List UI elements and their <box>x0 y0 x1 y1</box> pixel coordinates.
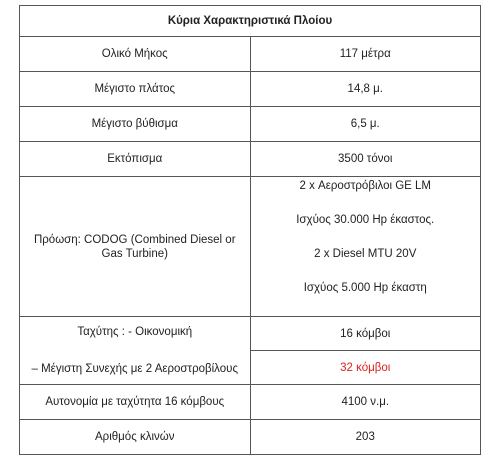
speed-label-line2: – Μέγιστη Συνεχής με 2 Αεροστροβίλους <box>31 363 238 375</box>
row-value: 14,8 μ. <box>250 72 481 107</box>
speed-max-value: 32 κόμβοι <box>250 351 481 385</box>
row-label: Αυτονομία με ταχύτητα 16 κόμβους <box>20 385 251 420</box>
propulsion-label: Πρόωση: CODOG (Combined Diesel or Gas Turbine) <box>20 177 251 317</box>
row-value: 117 μέτρα <box>250 37 481 72</box>
row-value: 3500 τόνοι <box>250 142 481 177</box>
propulsion-line: 2 x Diesel MTU 20V <box>314 247 417 260</box>
propulsion-line: 2 x Αεροστρόβιλοι GE LM <box>299 179 432 192</box>
speed-row <box>20 317 481 351</box>
table-row <box>20 72 481 107</box>
table-row <box>20 385 481 420</box>
row-value: 4100 ν.μ. <box>250 385 481 420</box>
speed-label-line1: Ταχύτης : - Οικονομική <box>77 326 193 338</box>
propulsion-line: Ισχύος 5.000 Hp έκαστη <box>303 281 427 294</box>
row-label: Αριθμός κλινών <box>20 420 251 455</box>
table-row <box>20 420 481 455</box>
propulsion-details <box>250 177 481 317</box>
row-label: Ολικό Μήκος <box>20 37 251 72</box>
row-label: Μέγιστο βύθισμα <box>20 107 251 142</box>
table-title-row <box>20 6 481 37</box>
propulsion-line: Ισχύος 30.000 Hp έκαστος. <box>296 213 435 226</box>
table-row <box>20 107 481 142</box>
row-label: Μέγιστο πλάτος <box>20 72 251 107</box>
row-value: 6,5 μ. <box>250 107 481 142</box>
ship-specs-table <box>19 5 481 455</box>
row-value: 203 <box>250 420 481 455</box>
speed-label <box>20 317 251 385</box>
propulsion-row <box>20 177 481 317</box>
row-label: Εκτόπισμα <box>20 142 251 177</box>
table-row <box>20 142 481 177</box>
speed-economic-value: 16 κόμβοι <box>250 317 481 351</box>
table-row <box>20 37 481 72</box>
table-title: Κύρια Χαρακτηριστικά Πλοίου <box>20 6 481 37</box>
